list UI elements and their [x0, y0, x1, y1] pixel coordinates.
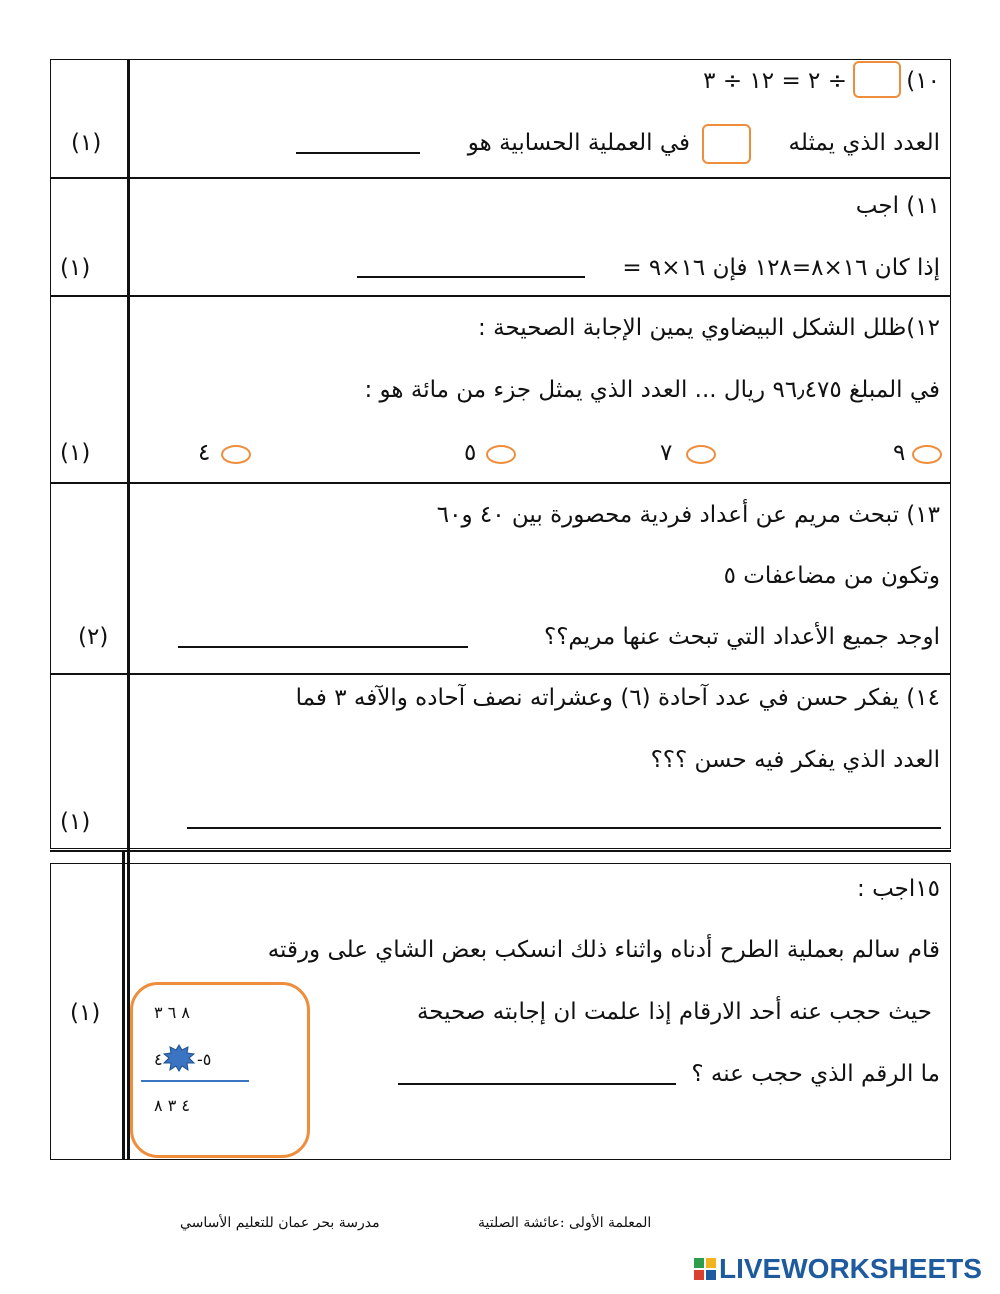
q13-answer-line[interactable] [178, 646, 468, 648]
q12-line2: في المبلغ ٩٦٫٤٧٥ ريال ... العدد الذي يمثل جزء من مائة هو : [364, 377, 940, 403]
q12-option-5-label: ٥ [464, 440, 477, 466]
footer-teacher: المعلمة الأولى :عائشة الصلتية [478, 1215, 652, 1231]
table-bottom-border [50, 848, 951, 849]
subtraction-top-number: ٨ ٦ ٣ [154, 1003, 190, 1022]
tea-stain-icon [162, 1044, 196, 1072]
frame2-top-border [50, 863, 951, 864]
q12-option-9-oval[interactable] [912, 445, 942, 464]
q13-line2: وتكون من مضاعفات ٥ [723, 563, 940, 589]
q12-line1: ١٢)ظلل الشكل البيضاوي يمين الإجابة الصحيحة : [478, 315, 940, 341]
liveworksheets-logo-text: LIVEWORKSHEETS [719, 1253, 982, 1284]
q10-number: ١٠) [906, 68, 940, 94]
q12-score: (١) [60, 440, 91, 466]
q10-line2-before: العدد الذي يمثله [788, 130, 940, 156]
table-bottom-border-thick [50, 850, 951, 852]
q10-score: (١) [71, 130, 102, 156]
liveworksheets-logo[interactable] [694, 1254, 982, 1284]
score-column-divider [127, 59, 130, 1159]
q10-answer-line[interactable] [296, 152, 420, 154]
q10-answer-box-1[interactable] [853, 61, 901, 98]
q11-line2: إذا كان ١٦×٨=١٢٨ فإن ١٦×٩ = [622, 255, 940, 281]
row-divider [50, 177, 951, 179]
footer-school: مدرسة بحر عمان للتعليم الأساسي [180, 1215, 380, 1231]
q15-line2: قام سالم بعملية الطرح أدناه واثناء ذلك انسكب بعض الشاي على ورقته [267, 937, 940, 963]
q14-line1: ١٤) يفكر حسن في عدد آحادة (٦) وعشراته نصف آحاده والآفه ٣ فما [295, 685, 940, 711]
q10-line2-after: في العملية الحسابية هو [467, 130, 690, 156]
q12-option-7-oval[interactable] [686, 445, 716, 464]
q11-answer-line[interactable] [357, 276, 585, 278]
q10-equation: ÷ ٢ = ١٢ ÷ ٣ [703, 68, 847, 94]
subtraction-middle-left: ٤ [154, 1050, 163, 1069]
q15-line4: ما الرقم الذي حجب عنه ؟ [691, 1061, 940, 1087]
frame2-bottom-border [50, 1159, 951, 1160]
q15-line1: ١٥اجب : [857, 876, 940, 902]
q13-line3: اوجد جميع الأعداد التي تبحث عنها مريم؟؟ [544, 624, 940, 650]
q11-score: (١) [60, 255, 91, 281]
subtraction-line [141, 1080, 249, 1082]
q15-score: (١) [70, 1000, 101, 1026]
row-divider [50, 482, 951, 484]
q12-option-7-label: ٧ [660, 440, 673, 466]
q14-line2: العدد الذي يفكر فيه حسن ؟؟؟ [650, 747, 940, 773]
q13-line1: ١٣) تبحث مريم عن أعداد فردية محصورة بين ٤٠ و٦٠ [436, 502, 940, 528]
q12-option-9-label: ٩ [893, 440, 906, 466]
q14-answer-line[interactable] [187, 827, 941, 829]
q13-score: (٢) [78, 624, 109, 650]
q15-line3: حيث حجب عنه أحد الارقام إذا علمت ان إجابته صحيحة [416, 999, 932, 1025]
table-top-border [50, 59, 951, 60]
frame2-left-border [50, 863, 51, 1160]
q12-option-5-oval[interactable] [486, 445, 516, 464]
q12-option-4-label: ٤ [198, 440, 211, 466]
q14-score: (١) [60, 809, 91, 835]
subtraction-result: ٤ ٣ ٨ [154, 1096, 190, 1115]
q10-answer-box-2[interactable] [702, 124, 751, 164]
frame2-right-border [950, 863, 951, 1160]
liveworksheets-logo-icon [694, 1258, 716, 1280]
row-divider [50, 295, 951, 297]
row-divider [50, 673, 951, 675]
q11-line1: ١١) اجب [855, 193, 940, 219]
frame2-score-divider [122, 850, 125, 1160]
q12-option-4-oval[interactable] [221, 445, 251, 464]
subtraction-middle-right: ٥- [197, 1050, 212, 1069]
q15-answer-line[interactable] [398, 1083, 676, 1085]
